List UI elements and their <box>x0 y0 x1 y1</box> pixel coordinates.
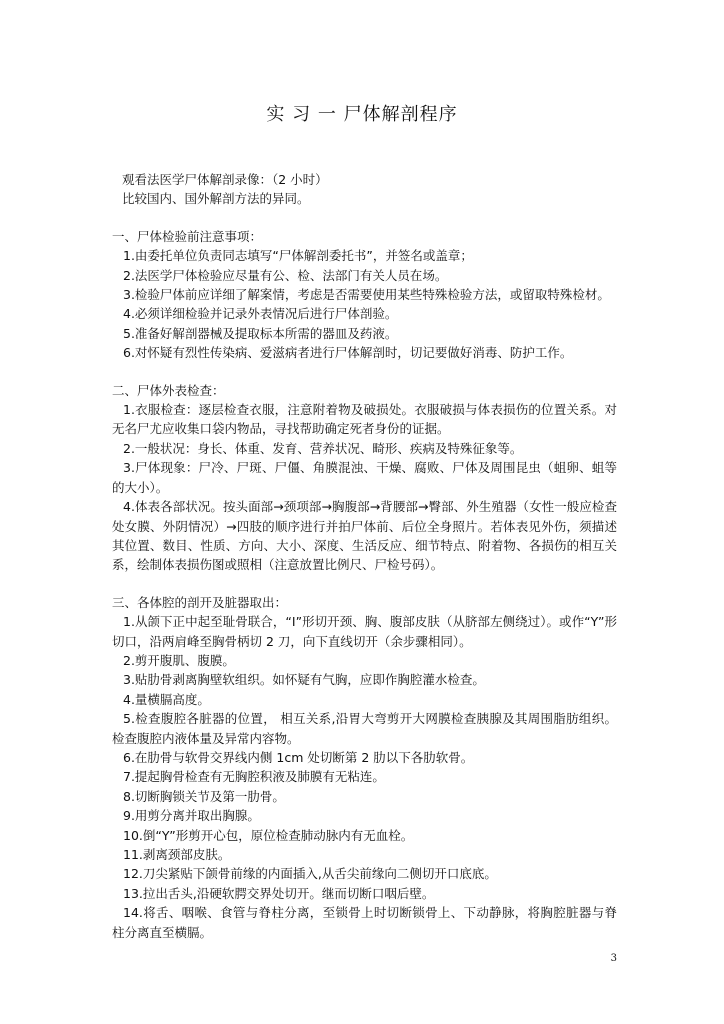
list-item: 1.衣服检查：逐层检查衣服，注意附着物及破损处。衣服破损与体表损伤的位置关系。对无名尸尤应收集口袋内物品，寻找帮助确定死者身份的证据。 <box>112 402 617 437</box>
list-item: 9.用剪分离并取出胸腺。 <box>123 808 260 824</box>
list-item: 4.必须详细检验并记录外表情况后进行尸体剖验。 <box>123 306 398 322</box>
list-item: 4.量横膈高度。 <box>123 691 210 707</box>
page-title: 实 习 一 尸体解剖程序 <box>266 104 458 125</box>
list-item: 6.在肋骨与软骨交界线内侧 1cm 处切断第 2 肋以下各肋软骨。 <box>123 749 474 765</box>
section-gap <box>112 363 617 381</box>
list-item: 5.准备好解剖器械及提取标本所需的器皿及药液。 <box>123 325 398 341</box>
section-heading: 一、尸体检验前注意事项： <box>112 228 263 244</box>
list-item: 1.由委托单位负责同志填写“尸体解剖委托书”，并签名或盖章； <box>123 248 473 264</box>
section-gap <box>112 209 617 227</box>
list-item: 4.体表各部状况。按头面部→颈项部→胸腹部→背腰部→臀部、外生殖器（女性一般应检查处女膜、外阴情况）→四肢的顺序进行并拍尸体前、后位全身照片。若体表见外伤，须描述其位置、数目、性质、方向、大小、深度、生活反应、细节特点、附着物、各损伤的相互关系，绘制体表损伤图或照相（注意放置比例尺、尸检号码）。 <box>112 499 617 573</box>
section-heading: 二、尸体外表检查： <box>112 382 225 398</box>
document-body <box>112 170 617 942</box>
list-item: 3.尸体现象：尸冷、尸斑、尸僵、角膜混浊、干燥、腐败、尸体及周围昆虫（蛆卵、蛆等的大小）。 <box>112 460 617 495</box>
list-item: 2.剪开腹肌、腹膜。 <box>123 652 235 668</box>
list-item: 5.检查腹腔各脏器的位置， 相互关系,沿胃大弯剪开大网膜检查胰腺及其周围脂肪组织。检查腹腔内液体量及异常内容物。 <box>112 711 617 746</box>
list-item: 3.贴肋骨剥离胸壁软组织。如怀疑有气胸，应即作胸腔灌水检查。 <box>123 672 485 688</box>
list-item: 11.剥离颈部皮肤。 <box>123 847 231 862</box>
list-item: 10.倒“Y”形剪开心包，原位检查肺动脉内有无血栓。 <box>123 827 414 843</box>
list-item: 1.从颌下正中起至耻骨联合，“Ⅰ”形切开颈、胸、腹部皮肤（从脐部左侧绕过）。或作“Y”形切口，沿两肩峰至胸骨柄切 2 刀，向下直线切开（余步骤相同）。 <box>112 614 617 649</box>
list-item: 12.刀尖紧贴下颌骨前缘的内面插入,从舌尖前缘向二侧切开口底底。 <box>123 866 497 882</box>
list-item: 2.一般状况：身长、体重、发育、营养状况、畸形、疾病及特殊征象等。 <box>123 440 523 456</box>
list-item: 14.将舌、咽喉、食管与脊柱分离，至锁骨上时切断锁骨上、下动静脉，将胸腔脏器与脊柱分离直至横膈。 <box>112 905 617 940</box>
list-item: 6.对怀疑有烈性传染病、爱滋病者进行尸体解剖时，切记要做好消毒、防护工作。 <box>123 345 573 361</box>
list-item: 13.拉出舌头,沿硬软腭交界处切开。继而切断口咽后壁。 <box>123 885 435 901</box>
page-number: 3 <box>610 953 617 964</box>
list-item: 2.法医学尸体检验应尽量有公、检、法部门有关人员在场。 <box>123 267 448 283</box>
intro-line: 比较国内、国外解剖方法的异同。 <box>122 191 310 207</box>
intro-line: 观看法医学尸体解剖录像：（2 小时） <box>122 172 328 187</box>
list-item: 7.提起胸骨检查有无胸腔积液及肺膜有无粘连。 <box>123 769 385 785</box>
list-item: 8.切断胸锁关节及第一肋骨。 <box>123 788 285 804</box>
section-gap <box>112 575 617 593</box>
section-heading: 三、各体腔的剖开及脏器取出： <box>112 594 288 610</box>
list-item: 3.检验尸体前应详细了解案情，考虑是否需要使用某些特殊检验方法，或留取特殊检材。 <box>123 287 610 303</box>
